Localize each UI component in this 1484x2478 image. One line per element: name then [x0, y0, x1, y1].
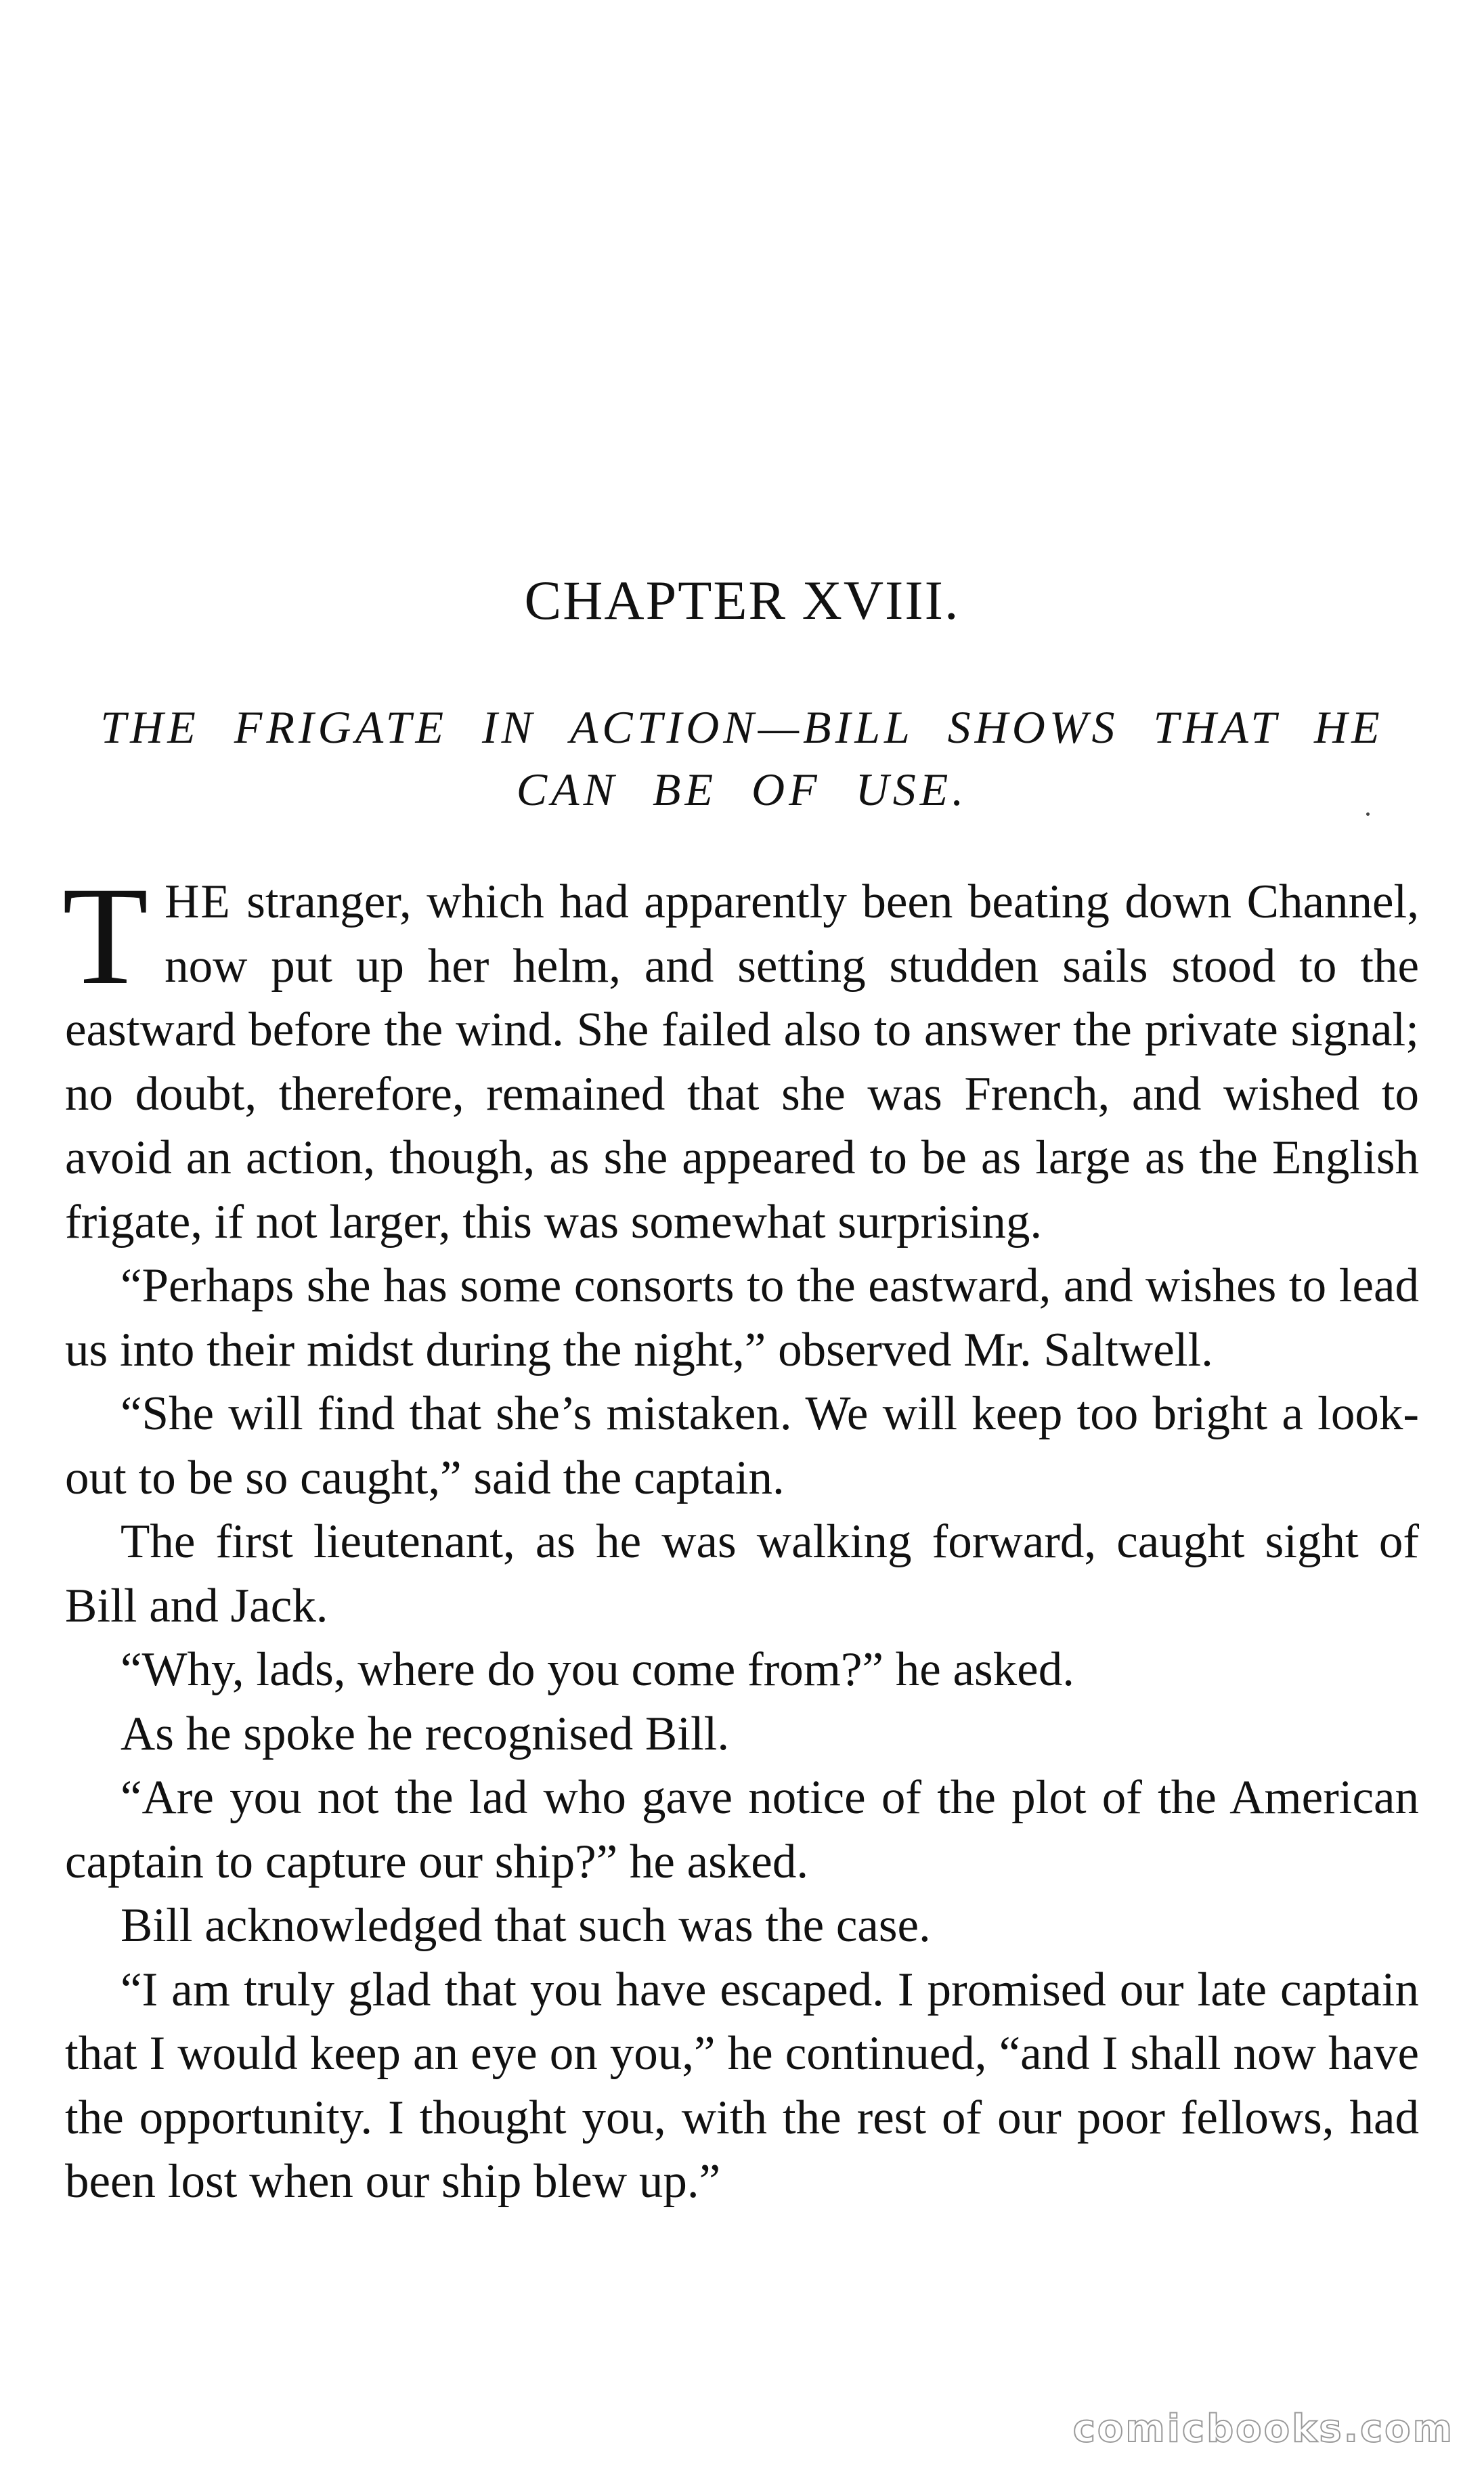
paragraph-text: stranger, which had apparently been beating down Channel, now put up her helm, and setting studden sails stood to the eastward before the wind. She failed also to answer the private signal; no doubt, therefore, remained that she was French, and wished to avoid an action, though, as she appeared to be as large as the English frigate, if not larger, this was somewhat surprising.: [65, 875, 1419, 1248]
chapter-number: CHAPTER XVIII.: [524, 569, 960, 631]
paragraph: “Perhaps she has some consorts to the eastward, and wishes to lead us into their midst during the night,” observed Mr. Saltwell.: [65, 1259, 1419, 1376]
paragraph: Bill acknowledged that such was the case.: [121, 1899, 931, 1952]
drop-cap: T: [62, 858, 149, 1014]
lead-in-caps: HE: [165, 875, 232, 928]
print-speck: [1366, 812, 1370, 816]
chapter-body: [62, 858, 1419, 2214]
paragraph: “I am truly glad that you have escaped. I promised our late captain that I would keep an eye on you,” he continued, “and I shall now have the opportunity. I thought you, with the rest of our poor fellows, had been lost when our ship blew up.”: [65, 1963, 1419, 2208]
paragraph: As he spoke he recognised Bill.: [121, 1707, 730, 1760]
chapter-subtitle: THE FRIGATE IN ACTION—BILL SHOWS THAT HE CAN BE OF USE.: [100, 701, 1384, 815]
watermark: comicbooks.com: [1072, 2407, 1454, 2451]
paragraph: [62, 858, 1419, 1254]
paragraph: The first lieutenant, as he was walking forward, caught sight of Bill and Jack.: [65, 1515, 1419, 1632]
paragraph: “Why, lads, where do you come from?” he asked.: [121, 1643, 1074, 1696]
paragraph: “She will find that she’s mistaken. We will keep too bright a look-out to be so caught,” said the captain.: [65, 1387, 1419, 1504]
paragraph: “Are you not the lad who gave notice of the plot of the American captain to capture our ship?” he asked.: [65, 1771, 1419, 1888]
